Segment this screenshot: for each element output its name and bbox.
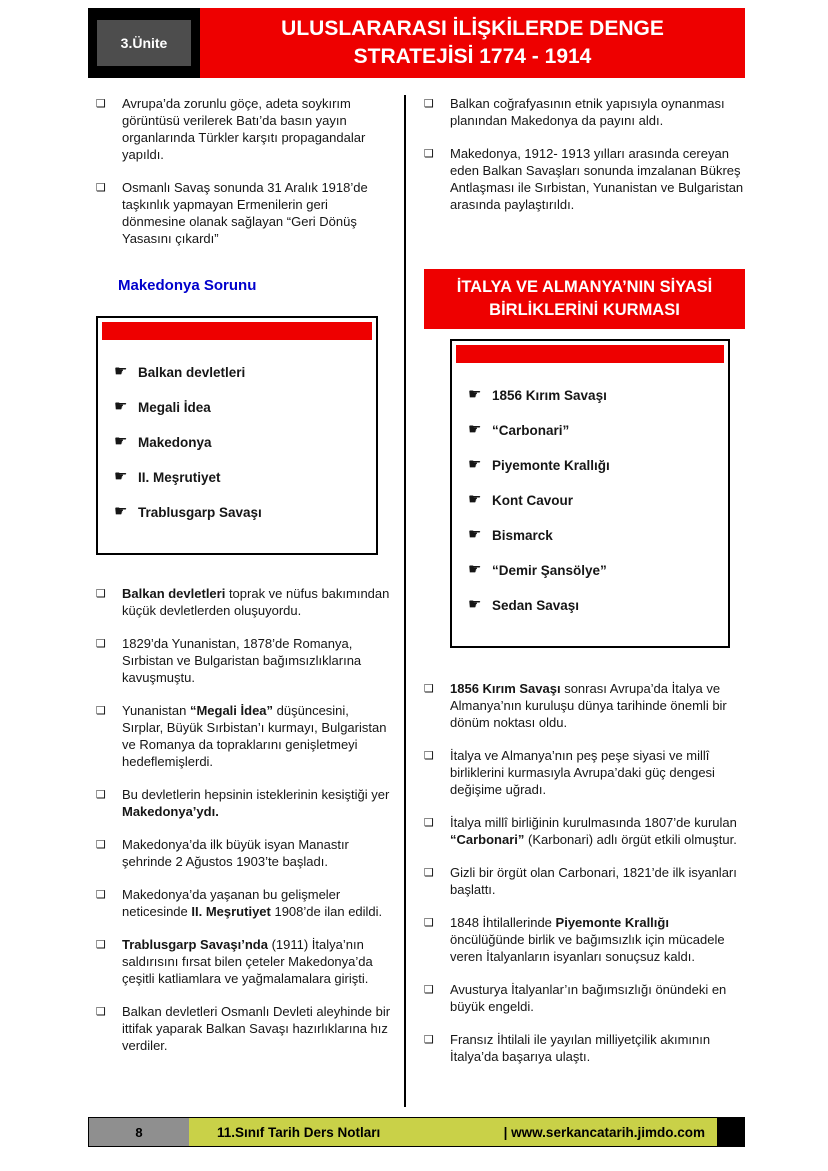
page-title: ULUSLARARASI İLİŞKİLERDE DENGE STRATEJİSİ 1774 - 1914	[281, 16, 664, 68]
keyword-list-makedonya	[102, 340, 372, 521]
square-bullet-icon: ❑	[424, 867, 434, 880]
item-text: 1856 Kırım Savaşı sonrası Avrupa’da İtalya ve Almanya’nın kuruluşu dünya tarihinde önemli bir dönüm noktası oldu.	[450, 681, 727, 731]
keyword-item	[468, 597, 724, 614]
item-text: Kont Cavour	[492, 493, 573, 509]
bullet-item	[96, 95, 392, 163]
square-bullet-icon: ❑	[96, 1006, 106, 1018]
keyword-item	[468, 387, 724, 404]
bullet-item	[424, 747, 745, 798]
finger-bullet-icon: ☛	[468, 526, 482, 544]
keyword-item	[468, 527, 724, 544]
square-bullet-icon: ❑	[96, 705, 106, 717]
keyword-item	[468, 422, 724, 439]
item-text: Makedonya’da yaşanan bu gelişmeler neticesinde II. Meşrutiyet 1908’de ilan edildi.	[122, 887, 383, 919]
bullet-item	[424, 1031, 745, 1065]
section-banner-italya-almanya: İTALYA VE ALMANYA’NIN SİYASİ BİRLİKLERİNİ KURMASI	[424, 269, 745, 329]
item-text: 1829’da Yunanistan, 1878’de Romanya, Sırbistan ve Bulgaristan bağımsızlıklarına kavuşmuştu.	[122, 636, 362, 685]
finger-bullet-icon: ☛	[468, 386, 482, 404]
item-text: Osmanlı Savaş sonunda 31 Aralık 1918’de taşkınlık yapmayan Ermenilerin geri dönmesine olanak sağlayan “Geri Dönüş Yasasını çıkardı”	[122, 180, 368, 246]
bullet-item	[96, 585, 392, 619]
square-bullet-icon: ❑	[96, 789, 106, 801]
item-text: Avusturya İtalyanlar’ın bağımsızlığı önündeki en büyük engeldi.	[450, 982, 727, 1015]
keyword-item	[468, 492, 724, 509]
square-bullet-icon: ❑	[96, 588, 106, 600]
square-bullet-icon: ❑	[424, 917, 434, 930]
keyword-box-makedonya	[96, 316, 378, 555]
square-bullet-icon: ❑	[424, 1034, 434, 1047]
right-body-list	[424, 680, 745, 1065]
item-text: “Carbonari”	[492, 423, 570, 439]
square-bullet-icon: ❑	[96, 638, 106, 650]
square-bullet-icon: ❑	[96, 839, 106, 851]
bullet-item	[424, 914, 745, 965]
content-area	[88, 95, 745, 1107]
square-bullet-icon: ❑	[424, 750, 434, 763]
page-number: 8	[89, 1118, 189, 1146]
keyword-item	[114, 469, 372, 486]
keyword-box-title-bar	[456, 345, 724, 363]
bullet-item	[96, 635, 392, 686]
square-bullet-icon: ❑	[424, 98, 434, 110]
footer-bar	[189, 1118, 717, 1146]
item-text: Trablusgarp Savaşı’nda (1911) İtalya’nın saldırısını fırsat bilen çeteler Makedonya’da çeşitli katliamlara ve yağmalamalara girişti.	[122, 937, 373, 986]
item-text: Balkan devletleri toprak ve nüfus bakımından küçük devletlerden oluşuyordu.	[122, 586, 390, 618]
section-heading-makedonya-sorunu: Makedonya Sorunu	[118, 277, 257, 294]
finger-bullet-icon: ☛	[468, 561, 482, 579]
finger-bullet-icon: ☛	[468, 421, 482, 439]
footer-website: | www.serkancatarih.jimdo.com	[503, 1124, 705, 1140]
item-text: Gizli bir örgüt olan Carbonari, 1821’de ilk isyanları başlattı.	[450, 865, 737, 898]
bullet-item	[424, 680, 745, 731]
keyword-item	[114, 364, 372, 381]
page-footer	[88, 1117, 745, 1147]
bullet-item	[424, 981, 745, 1015]
finger-bullet-icon: ☛	[468, 491, 482, 509]
item-text: İtalya millî birliğinin kurulmasında 1807’de kurulan “Carbonari” (Karbonari) adlı örgüt etkili olmuştur.	[450, 815, 737, 848]
unit-label: 3.Ünite	[97, 20, 191, 66]
item-text: 1848 İhtilallerinde Piyemonte Krallığı öncülüğünde birlik ve bağımsızlık için mücadele veren İtalyanların isyanları sonuçsuz kaldı.	[450, 915, 725, 965]
footer-notes-label: 11.Sınıf Tarih Ders Notları	[217, 1124, 381, 1140]
item-text: Makedonya, 1912- 1913 yılları arasında cereyan eden Balkan Savaşları sonunda imzalanan Bükreş Antlaşması ile Sırbistan, Yunanistan ve Bulgaristan arasında paylaştırıldı.	[450, 146, 744, 212]
item-text: Megali İdea	[138, 400, 211, 415]
finger-bullet-icon: ☛	[468, 596, 482, 614]
finger-bullet-icon: ☛	[114, 363, 128, 380]
keyword-item	[468, 457, 724, 474]
square-bullet-icon: ❑	[424, 817, 434, 830]
bullet-item	[96, 936, 392, 987]
keyword-item	[468, 562, 724, 579]
keyword-item	[114, 399, 372, 416]
item-text: Avrupa’da zorunlu göçe, adeta soykırım görüntüsü verilerek Batı’da basın yayın organlarında Türkler karşıtı propagandalar yapıldı.	[122, 96, 366, 162]
item-text: Balkan devletleri Osmanlı Devleti aleyhinde bir ittifak yaparak Balkan Savaşı hazırlıklarına hız verdiler.	[122, 1004, 391, 1053]
bullet-item	[96, 1003, 392, 1054]
item-text: II. Meşrutiyet	[138, 470, 221, 485]
square-bullet-icon: ❑	[96, 182, 106, 194]
finger-bullet-icon: ☛	[114, 503, 128, 520]
item-text: Yunanistan “Megali İdea” düşüncesini, Sırplar, Büyük Sırbistan’ı kurmayı, Bulgaristan ve Romanya da topraklarını genişletmeyi hedeflemişlerdi.	[122, 703, 387, 769]
finger-bullet-icon: ☛	[468, 456, 482, 474]
bullet-item	[96, 886, 392, 920]
bullet-item	[96, 179, 392, 247]
item-text: “Demir Şansölye”	[492, 563, 607, 579]
item-text: Fransız İhtilali ile yayılan milliyetçilik akımının İtalya’da başarıya ulaştı.	[450, 1032, 711, 1065]
square-bullet-icon: ❑	[96, 939, 106, 951]
item-text: Piyemonte Krallığı	[492, 458, 610, 474]
page-header	[88, 8, 745, 78]
finger-bullet-icon: ☛	[114, 433, 128, 450]
square-bullet-icon: ❑	[424, 984, 434, 997]
bullet-item	[424, 864, 745, 898]
item-text: Makedonya’da ilk büyük isyan Manastır şehrinde 2 Ağustos 1903’te başladı.	[122, 837, 349, 869]
bullet-item	[424, 145, 745, 213]
bullet-item	[96, 702, 392, 770]
item-text: Bismarck	[492, 528, 553, 544]
bullet-item	[96, 836, 392, 870]
square-bullet-icon: ❑	[424, 148, 434, 160]
item-text: Balkan devletleri	[138, 365, 246, 380]
left-column	[88, 95, 404, 1107]
left-intro-list	[96, 95, 392, 247]
item-text: İtalya ve Almanya’nın peş peşe siyasi ve millî birliklerini kurmasıyla Avrupa’daki güç dengesi değişime uğradı.	[450, 748, 715, 798]
square-bullet-icon: ❑	[424, 683, 434, 696]
finger-bullet-icon: ☛	[114, 398, 128, 415]
keyword-list-italya-almanya	[456, 363, 724, 614]
right-intro-list	[424, 95, 745, 213]
item-text: Trablusgarp Savaşı	[138, 505, 262, 520]
finger-bullet-icon: ☛	[114, 468, 128, 485]
keyword-item	[114, 434, 372, 451]
square-bullet-icon: ❑	[96, 889, 106, 901]
item-text: 1856 Kırım Savaşı	[492, 388, 607, 404]
page-title-banner	[200, 8, 745, 78]
bullet-item	[96, 786, 392, 820]
keyword-box-title-bar	[102, 322, 372, 340]
keyword-item	[114, 504, 372, 521]
keyword-box-italya-almanya	[450, 339, 730, 648]
item-text: Bu devletlerin hepsinin isteklerinin kesiştiği yer Makedonya’ydı.	[122, 787, 390, 819]
item-text: Sedan Savaşı	[492, 598, 580, 614]
bullet-item	[424, 814, 745, 848]
right-column	[406, 95, 745, 1107]
unit-cell	[88, 8, 200, 78]
bullet-item	[424, 95, 745, 129]
square-bullet-icon: ❑	[96, 98, 106, 110]
item-text: Balkan coğrafyasının etnik yapısıyla oynanması planından Makedonya da payını aldı.	[450, 96, 725, 128]
left-body-list	[96, 585, 392, 1054]
item-text: Makedonya	[138, 435, 212, 450]
